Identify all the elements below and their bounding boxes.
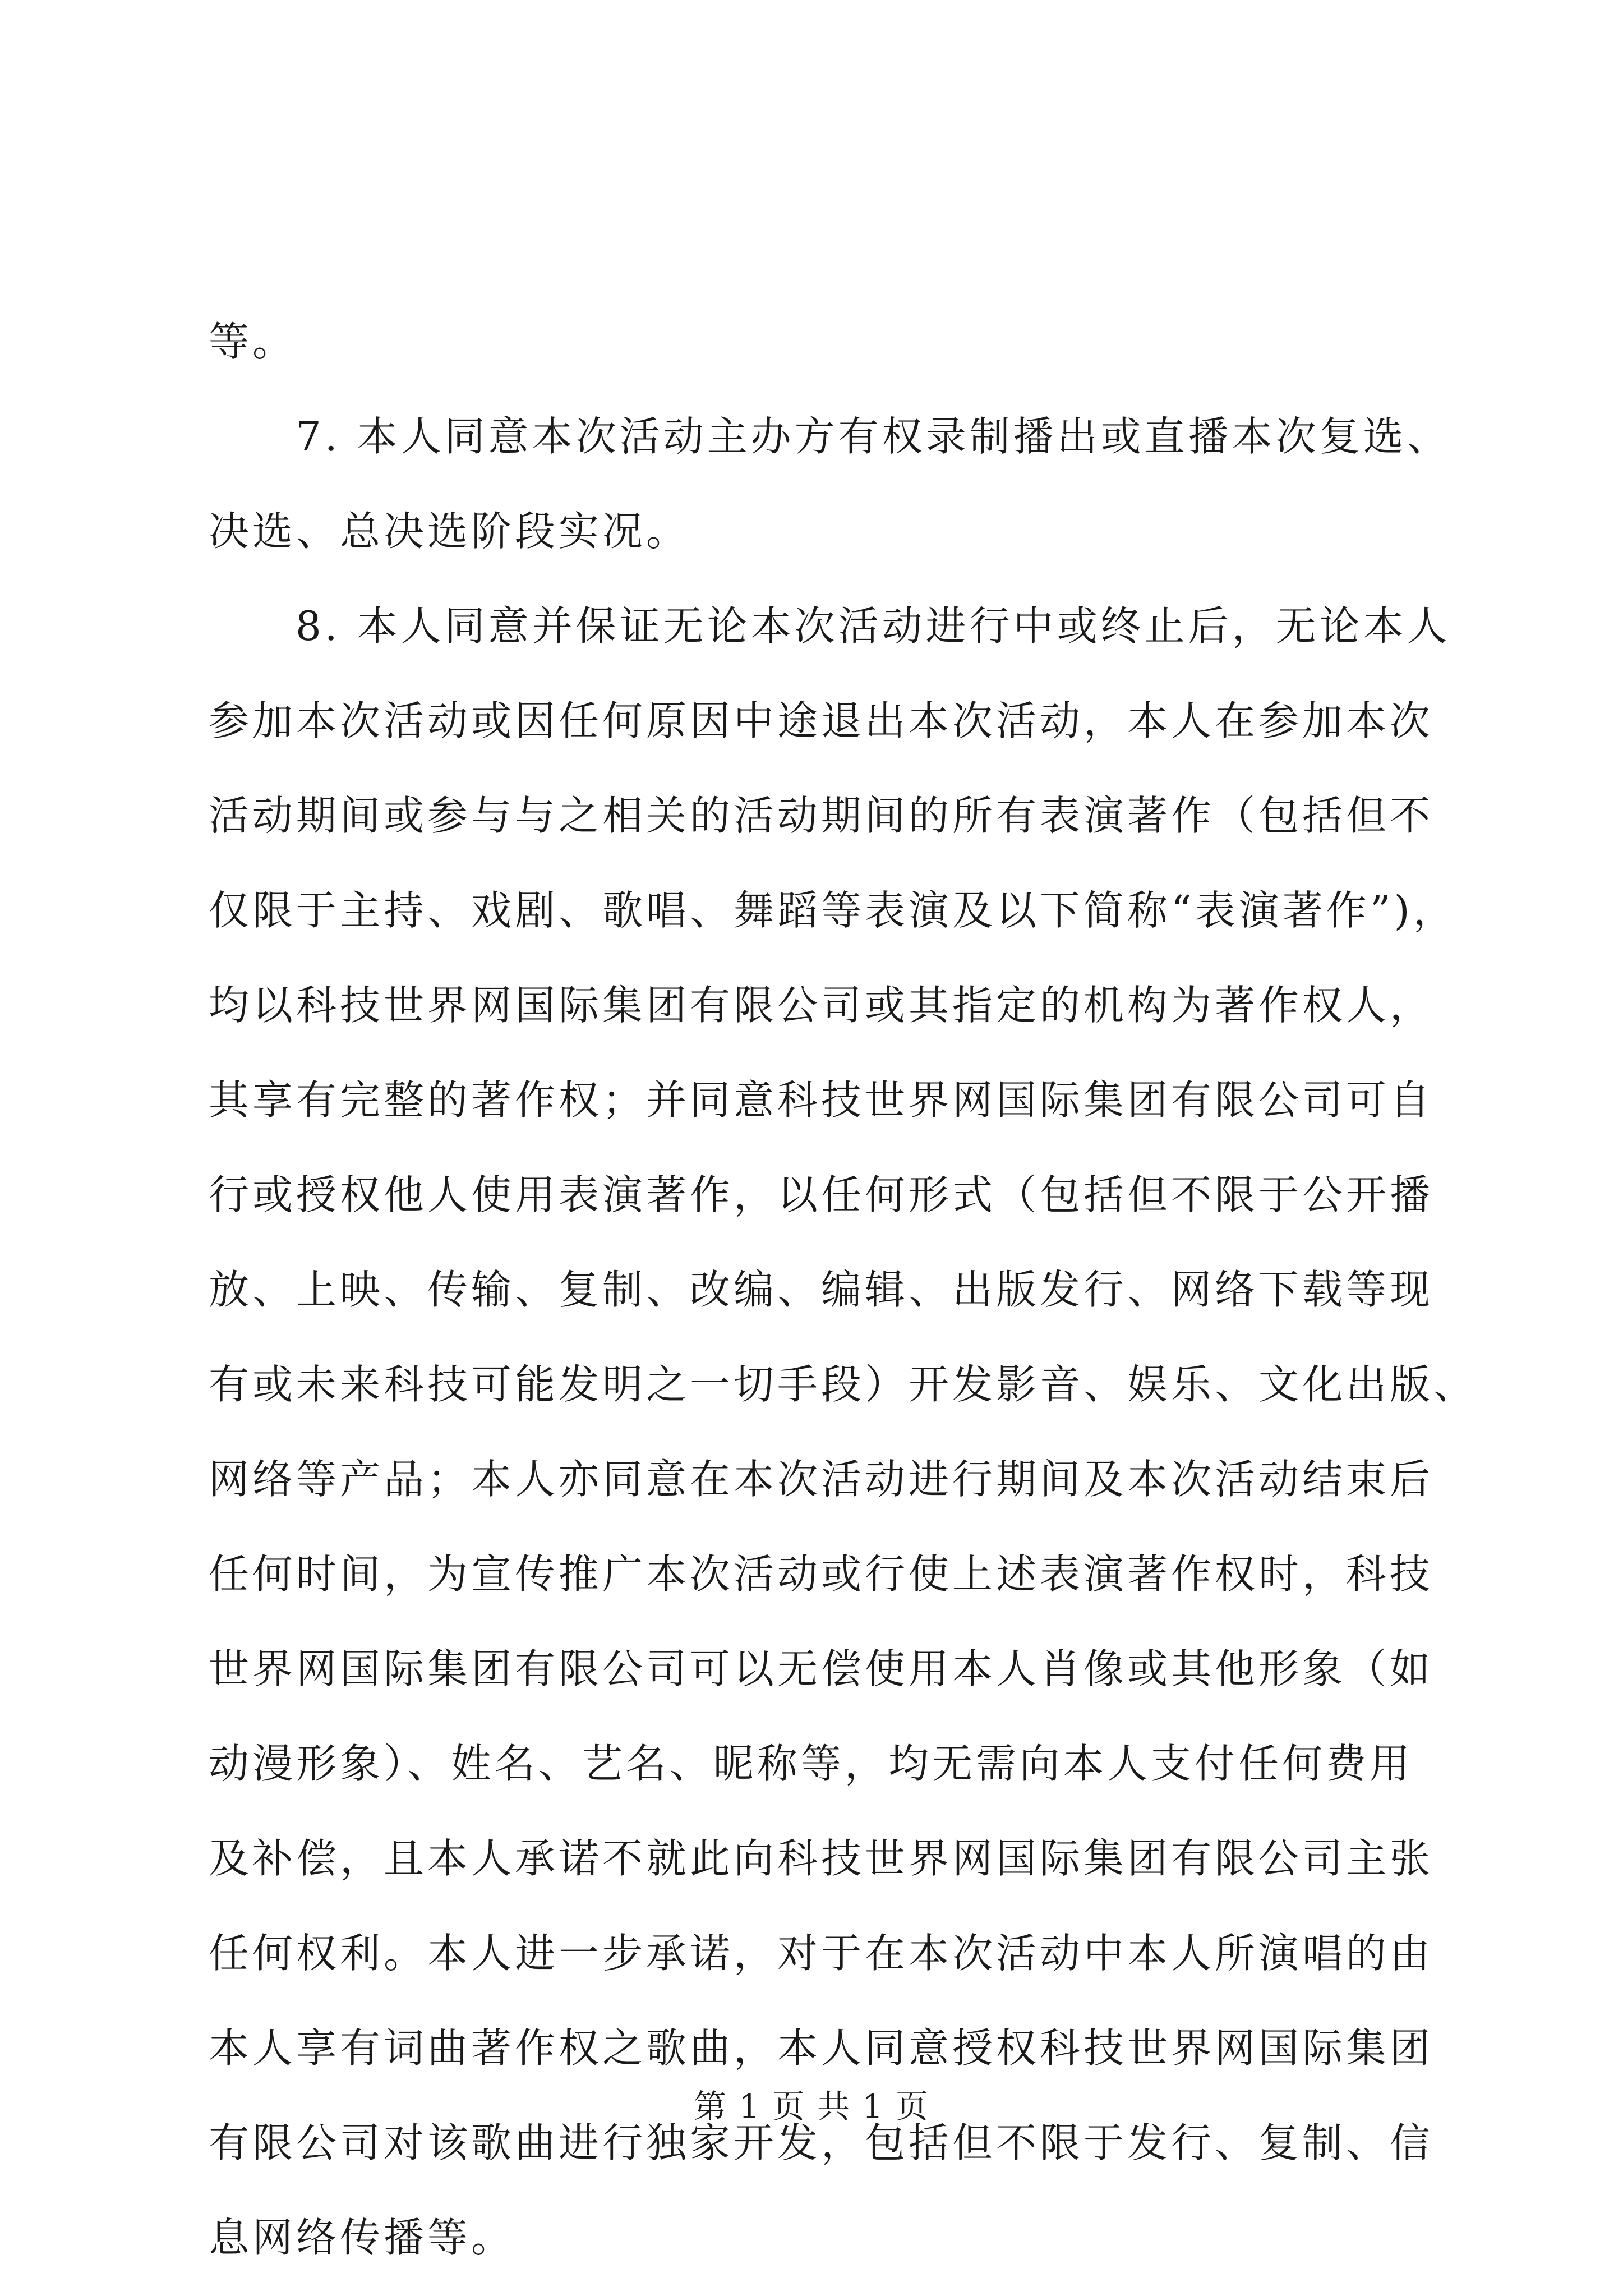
text-line: 世界网国际集团有限公司可以无偿使用本人肖像或其他形象（如 [209, 1645, 1434, 1692]
page-number-footer: 第 1 页 共 1 页 [694, 2087, 929, 2125]
text-line: 放、上映、传输、复制、改编、编辑、出版发行、网络下载等现 [209, 1266, 1434, 1313]
text-line: 活动期间或参与与之相关的活动期间的所有表演著作（包括但不 [209, 792, 1434, 839]
text-line: 任何权利。本人进一步承诺，对于在本次活动中本人所演唱的由 [209, 1930, 1434, 1977]
text-line: 行或授权他人使用表演著作，以任何形式（包括但不限于公开播 [209, 1171, 1434, 1218]
text-line: 有限公司对该歌曲进行独家开发，包括但不限于发行、复制、信 [209, 2119, 1434, 2166]
text-line: 本人享有词曲著作权之歌曲，本人同意授权科技世界网国际集团 [209, 2024, 1434, 2072]
text-line: 等。 [209, 318, 297, 365]
document-body [209, 295, 1478, 2285]
text-line: 动漫形象）、姓名、艺名、昵称等，均无需向本人支付任何费用 [209, 1740, 1414, 1787]
text-line: 网络等产品；本人亦同意在本次活动进行期间及本次活动结束后 [209, 1456, 1434, 1503]
text-line: 均以科技世界网国际集团有限公司或其指定的机构为著作权人， [209, 982, 1434, 1029]
text-line: 息网络传播等。 [209, 2214, 515, 2261]
text-line-item-7: 7. 本人同意本次活动主办方有权录制播出或直播本次复选、 [296, 413, 1451, 460]
text-line-item-8: 8. 本人同意并保证无论本次活动进行中或终止后，无论本人 [296, 602, 1451, 650]
text-line: 及补偿，且本人承诺不就此向科技世界网国际集团有限公司主张 [209, 1835, 1434, 1882]
text-line: 有或未来科技可能发明之一切手段）开发影音、娱乐、文化出版、 [209, 1361, 1478, 1408]
text-line: 其享有完整的著作权；并同意科技世界网国际集团有限公司可自 [209, 1076, 1434, 1124]
text-line: 仅限于主持、戏剧、歌唱、舞蹈等表演及以下简称“表演著作”)， [209, 887, 1457, 934]
text-line: 决选、总决选阶段实况。 [209, 508, 690, 555]
text-line: 任何时间，为宣传推广本次活动或行使上述表演著作权时，科技 [209, 1550, 1434, 1598]
text-line: 参加本次活动或因任何原因中途退出本次活动，本人在参加本次 [209, 697, 1434, 744]
